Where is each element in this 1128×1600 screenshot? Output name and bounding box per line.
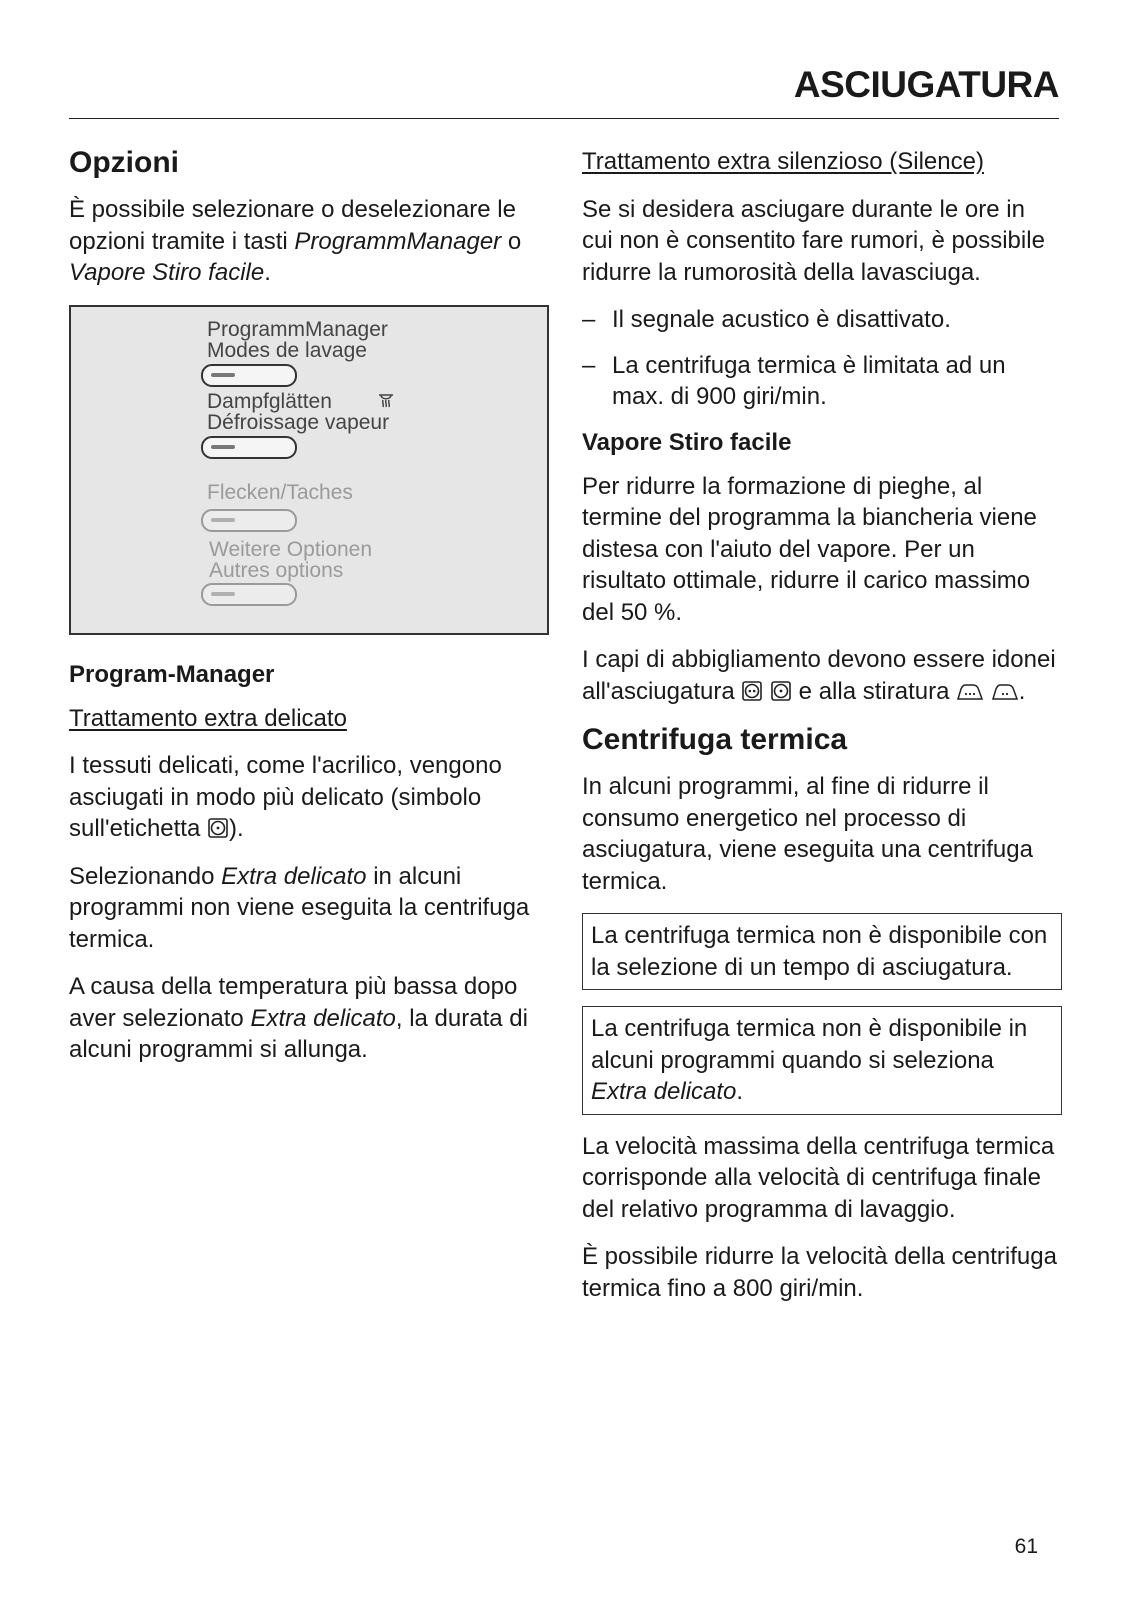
dryer-two-dots-icon <box>741 680 763 702</box>
list-item: – Il segnale acustico è disattivato. <box>582 304 1062 336</box>
panel-label-defroissage: Défroissage vapeur <box>207 410 390 434</box>
iron-two-dots-icon <box>991 682 1019 702</box>
list-item: – La centrifuga termica è limitata ad un max. di 900 giri/min. <box>582 350 1062 413</box>
notice-text: La centrifuga termica non è disponibile con la selezione di un tempo di asciugatura. <box>591 922 1048 981</box>
program-manager-heading: Program-Manager <box>69 660 275 688</box>
more-options-button <box>201 583 297 606</box>
dryer-one-dot-icon <box>770 680 792 702</box>
panel-label-programmmanager: ProgrammManager <box>207 317 388 341</box>
extra-delicate-duration-note: A causa della temperatura più bassa dopo aver selezionato Extra delicato, la durata di alcuni programmi si allunga. <box>69 973 528 1063</box>
notice-box-time <box>582 913 1062 990</box>
dryer-one-dot-icon <box>207 817 229 839</box>
steam-care-text: I capi di abbigliamento devono essere idonei all'asciugatura e alla stiratura . <box>582 646 1056 705</box>
thermal-spin-reduce-text: È possibile ridurre la velocità della centrifuga termica fino a 800 giri/min. <box>582 1243 1057 1302</box>
notice-box-extra-delicate <box>582 1006 1062 1115</box>
thermal-spin-heading: Centrifuga termica <box>582 723 848 756</box>
steam-text: Per ridurre la formazione di pieghe, al termine del programma la biancheria viene distesa con l'aiuto del vapore. Per un risultato ottimale, ridurre il carico massimo del 50 %. <box>582 472 1037 626</box>
options-intro: È possibile selezionare o deselezionare le opzioni tramite i tasti ProgrammManager o Vapore Stiro facile. <box>69 196 522 286</box>
iron-three-dots-icon <box>956 682 984 702</box>
panel-label-flecken: Flecken/Taches <box>207 480 353 504</box>
thermal-spin-speed-text: La velocità massima della centrifuga termica corrisponde alla velocità di centrifuga finale del relativo programma di lavaggio. <box>582 1132 1055 1223</box>
panel-label-dampfglaetten: Dampfglätten <box>207 389 332 413</box>
control-panel-illustration <box>69 305 549 635</box>
left-column <box>69 140 549 1082</box>
options-heading: Opzioni <box>69 146 179 179</box>
programmmanager-button <box>201 364 297 387</box>
silence-text: Se si desidera asciugare durante le ore in cui non è consentito fare rumori, è possibile ridurre la rumorosità della lavasciuga. <box>582 195 1045 286</box>
silence-list <box>582 304 1062 413</box>
thermal-spin-intro: In alcuni programmi, al fine di ridurre il consumo energetico nel processo di asciugatura, viene eseguita una centrifuga termica. <box>582 773 1033 895</box>
stains-button <box>201 509 297 532</box>
right-column <box>582 146 1062 1320</box>
extra-delicate-text: I tessuti delicati, come l'acrilico, vengono asciugati in modo più delicato (simbolo sull'etichetta ). <box>69 752 502 842</box>
silence-title: Trattamento extra silenzioso (Silence) <box>582 148 984 175</box>
section-title: ASCIUGATURA <box>793 64 1059 105</box>
steam-button <box>201 436 297 459</box>
extra-delicate-title: Trattamento extra delicato <box>69 704 347 732</box>
panel-label-modes: Modes de lavage <box>207 338 367 362</box>
notice-text: La centrifuga termica non è disponibile in alcuni programmi quando si seleziona Extra delicato. <box>591 1015 1028 1105</box>
panel-label-autres: Autres options <box>209 558 344 582</box>
steam-icon <box>376 389 396 411</box>
steam-heading: Vapore Stiro facile <box>582 428 792 456</box>
header-rule <box>69 118 1059 119</box>
extra-delicate-spin-note: Selezionando Extra delicato in alcuni programmi non viene eseguita la centrifuga termica. <box>69 862 530 953</box>
panel-label-weitere: Weitere Optionen <box>209 537 373 561</box>
page-number: 61 <box>1014 1535 1038 1558</box>
